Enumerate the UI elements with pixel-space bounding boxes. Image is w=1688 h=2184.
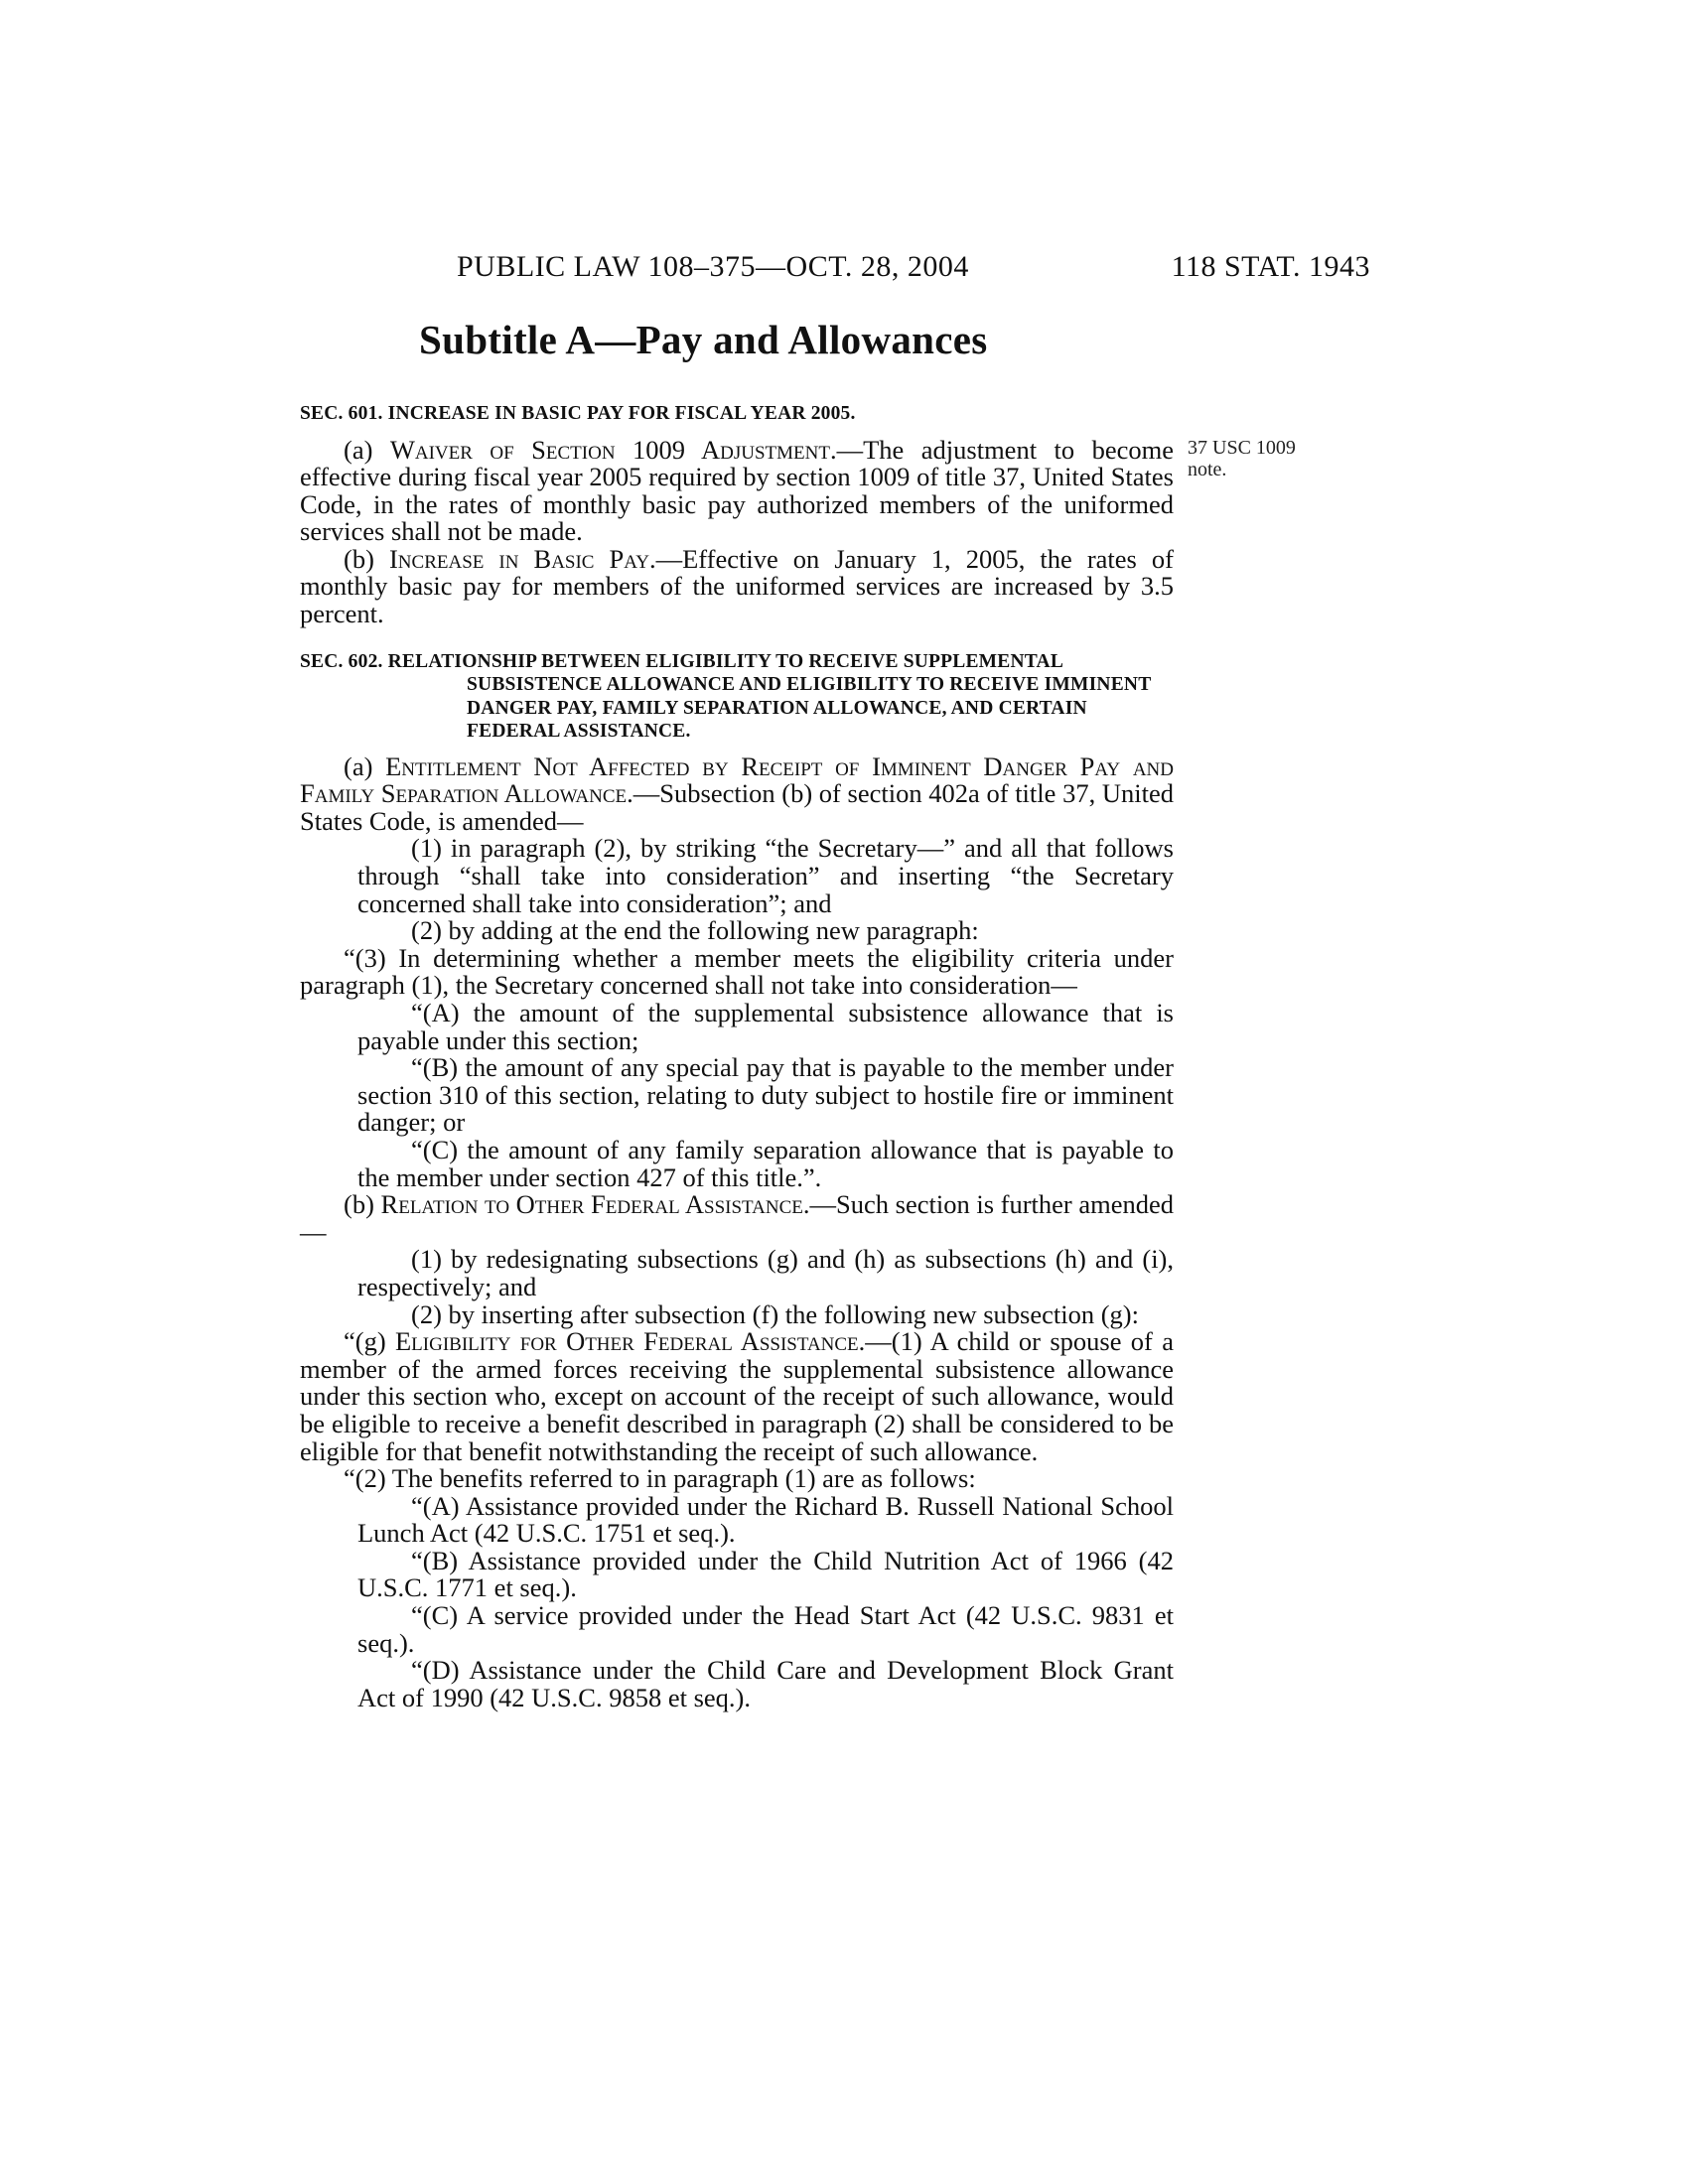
section-602-a-lead: (a) — [344, 751, 386, 781]
section-602-a-3: “(3) In determining whether a member meets the eligibility criteria under paragraph (1), the Secretary concerned shall not take into consideration— — [300, 942, 1174, 1001]
section-602-a-2: (2) by adding at the end the following new paragraph: — [411, 915, 979, 946]
running-head-left: PUBLIC LAW 108–375—OCT. 28, 2004 — [457, 250, 969, 283]
subsection-g-2-A: “(A) Assistance provided under the Richard B. Russell National School Lunch Act (42 U.S.C. 1751 et seq.). — [357, 1490, 1174, 1549]
section-602-a — [300, 753, 1174, 836]
section-601-a-caption: Waiver of Section 1009 Adjustment — [389, 434, 830, 465]
subsection-g-caption: Eligibility for Other Federal Assistance — [395, 1326, 859, 1357]
subsection-g-2-C: “(C) A service provided under the Head Start Act (42 U.S.C. 9831 et seq.). — [357, 1600, 1174, 1658]
section-602-a-caption: Entitlement Not Affected by Receipt of Imminent Danger Pay and Family Separation Allowance — [300, 751, 1174, 809]
section-602-a-text: .—Subsection (b) of section 402a of title 37, United States Code, is amended— — [300, 778, 1174, 836]
section-602-b-caption: Relation to Other Federal Assistance — [380, 1189, 803, 1220]
subsection-g-text: .—(1) A child or spouse of a member of the armed forces receiving the supplemental subsistence allowance under this section who, except on account of the receipt of such allowance, would be eligible to receive a benefit described in paragraph (2) shall be considered to be eligible for that benefit notwithstanding the receipt of such allowance. — [300, 1326, 1174, 1466]
section-602-b-2: (2) by inserting after subsection (f) the following new subsection (g): — [411, 1298, 1139, 1329]
section-602-a-3-C: “(C) the amount of any family separation allowance that is payable to the member under section 427 of this title.”. — [357, 1134, 1174, 1192]
section-601-heading: SEC. 601. INCREASE IN BASIC PAY FOR FISCAL YEAR 2005. — [300, 403, 856, 424]
section-602-heading: SEC. 602. RELATIONSHIP BETWEEN ELIGIBILITY TO RECEIVE SUPPLEMENTAL SUBSISTENCE ALLOWANCE AND ELIGIBILITY TO RECEIVE IMMINENT DANGER PAY, FAMILY SEPARATION ALLOWANCE, AND CERTAIN FEDERAL ASSISTANCE. — [300, 650, 1152, 743]
section-602-b-lead: (b) — [344, 1189, 381, 1220]
subtitle-heading: Subtitle A—Pay and Allowances — [419, 317, 988, 362]
section-601-b — [300, 543, 1175, 629]
subsection-g-2-D: “(D) Assistance under the Child Care and Development Block Grant Act of 1990 (42 U.S.C. 9858 et seq.). — [357, 1655, 1174, 1712]
section-601-a-text: .—The adjustment to become effective during fiscal year 2005 required by section 1009 of title 37, United States Code, in the rates of monthly basic pay authorized members of the uniformed services shall not be made. — [300, 434, 1174, 547]
margin-note-label: note. — [1188, 459, 1227, 480]
running-head-right: 118 STAT. 1943 — [1171, 250, 1370, 283]
section-602-a-1: (1) in paragraph (2), by striking “the Secretary—” and all that follows through “shall take into consideration” and inserting “the Secretary concerned shall take into consideration”; and — [357, 833, 1174, 918]
subsection-g — [300, 1328, 1174, 1465]
section-601-b-lead: (b) — [344, 543, 389, 574]
section-601-b-text: .—Effective on January 1, 2005, the rates of monthly basic pay for members of the uniformed services are increased by 3.5 percent. — [300, 543, 1175, 629]
running-head — [437, 250, 1370, 290]
section-601-a-lead: (a) — [344, 434, 390, 465]
subsection-g-lead: “(g) — [344, 1326, 395, 1357]
section-601-a — [300, 434, 1174, 547]
subsection-g-2: “(2) The benefits referred to in paragraph (1) are as follows: — [344, 1463, 976, 1494]
section-602-b-1: (1) by redesignating subsections (g) and (h) as subsections (h) and (i), respectively; and — [357, 1244, 1174, 1301]
margin-note — [1188, 437, 1296, 480]
section-602-b — [300, 1191, 1174, 1246]
section-602-a-3-A: “(A) the amount of the supplemental subsistence allowance that is payable under this section; — [357, 998, 1174, 1055]
section-602-b-text: .—Such section is further amended— — [300, 1189, 1175, 1247]
section-602-a-3-B: “(B) the amount of any special pay that is payable to the member under section 310 of this section, relating to duty subject to hostile fire or imminent danger; or — [357, 1052, 1174, 1138]
body-text — [300, 402, 1174, 1711]
section-601-b-caption: Increase in Basic Pay — [388, 543, 649, 574]
margin-note-citation: 37 USC 1009 — [1188, 437, 1296, 459]
subsection-g-2-B: “(B) Assistance provided under the Child Nutrition Act of 1966 (42 U.S.C. 1771 et seq.). — [357, 1545, 1174, 1603]
